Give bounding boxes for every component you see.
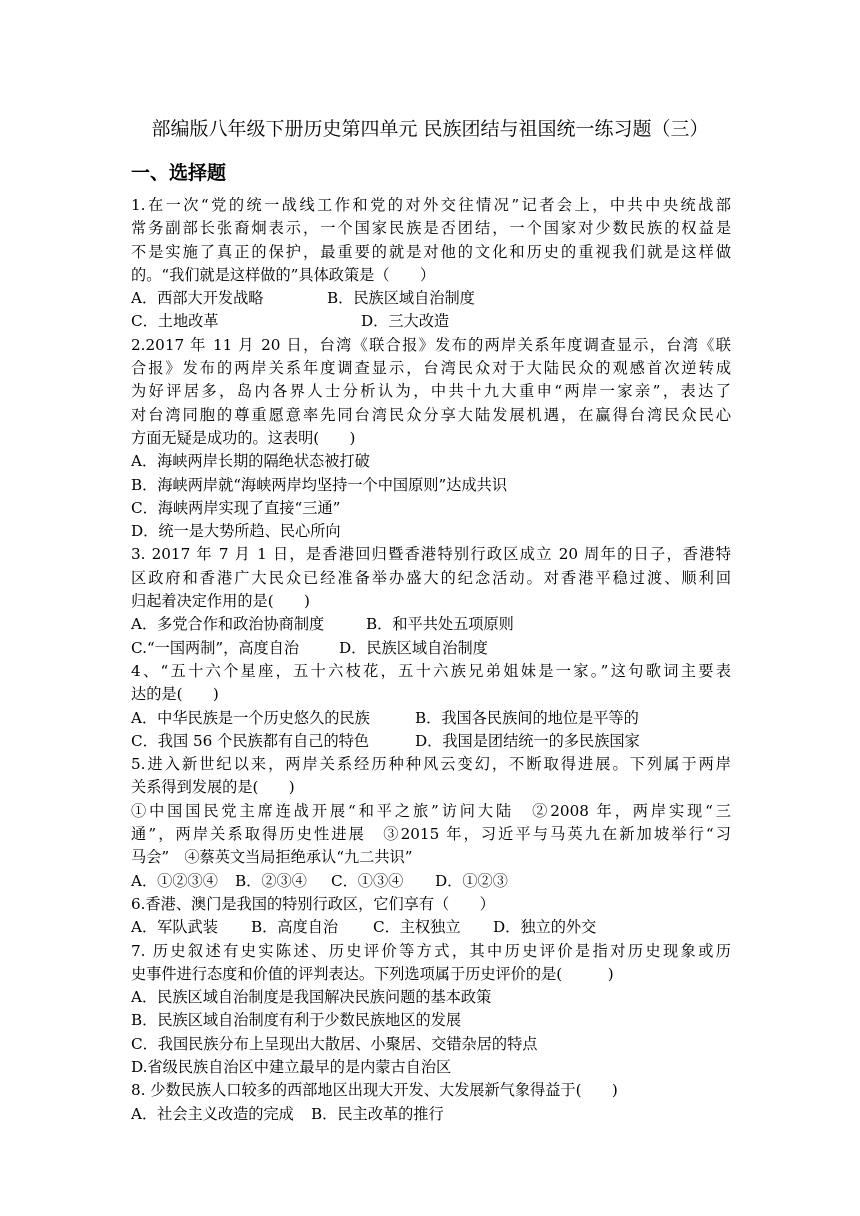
question-4 xyxy=(131,660,731,753)
question-text-line: 马会” ④蔡英文当局拒绝承认“九二共识” xyxy=(131,848,413,867)
option-d: D．①②③ xyxy=(435,871,508,890)
question-5 xyxy=(131,753,731,893)
question-text-line: ①中国国民党主席连战开展“和平之旅”访问大陆 ②2008 年，两岸实现“三 xyxy=(131,801,731,820)
option-d: D.省级民族自治区中建立最早的是内蒙古自治区 xyxy=(131,1057,452,1076)
options-row xyxy=(131,707,731,730)
question-text-line: 达的是( ) xyxy=(131,685,219,704)
question-text-line: 5.进入新世纪以来，两岸关系经历种种风云变幻，不断取得进展。下列属于两岸 xyxy=(131,755,731,774)
option-d: D．民族区域自治制度 xyxy=(339,638,488,657)
question-text-line: 6.香港、澳门是我国的特别行政区，它们享有（ ） xyxy=(131,894,495,913)
question-text-line: 4、“五十六个星座，五十六枝花，五十六族兄弟姐妹是一家。”这句歌词主要表 xyxy=(131,661,731,680)
question-text-line: 归起着决定作用的是( ) xyxy=(131,592,310,611)
question-3 xyxy=(131,543,731,659)
question-2 xyxy=(131,334,731,544)
options-row xyxy=(131,1103,731,1126)
options-row xyxy=(131,730,731,753)
option-d: D．我国是团结统一的多民族国家 xyxy=(415,731,640,750)
option-b: B．和平共处五项原则 xyxy=(366,615,514,634)
option-a: A．海峡两岸长期的隔绝状态被打破 xyxy=(131,452,370,471)
option-a: A．民族区域自治制度是我国解决民族问题的基本政策 xyxy=(131,988,492,1007)
question-text-line: 合报》发布的两岸关系年度调查显示，台湾民众对于大陆民众的观感首次逆转成 xyxy=(131,359,731,378)
question-text-line: 的。“我们就是这样做的”具体政策是（ ） xyxy=(131,265,436,284)
option-b: B．民族区域自治制度有利于少数民族地区的发展 xyxy=(131,1011,462,1030)
question-text-line: 通”，两岸关系取得历史性进展 ③2015 年，习近平与马英九在新加坡举行“习 xyxy=(131,825,731,844)
question-text-line: 2.2017 年 11 月 20 日，台湾《联合报》发布的两岸关系年度调查显示，台湾《联 xyxy=(131,335,731,354)
option-b: B．民族区域自治制度 xyxy=(327,289,475,308)
options-row xyxy=(131,637,731,660)
question-text-line: 区政府和香港广大民众已经准备举办盛大的纪念活动。对香港平稳过渡、顺利回 xyxy=(131,568,731,587)
options-row xyxy=(131,870,731,893)
options-row xyxy=(131,916,731,939)
option-d: D．三大改造 xyxy=(361,312,450,331)
option-a: A．西部大开发战略 xyxy=(131,289,264,308)
question-7 xyxy=(131,940,731,1080)
option-a: A．中华民族是一个历史悠久的民族 xyxy=(131,708,370,727)
option-c: C．①③④ xyxy=(331,871,404,890)
option-d: D．独立的外交 xyxy=(493,918,597,937)
question-list xyxy=(131,194,731,1126)
option-a: A．军队武装 xyxy=(131,918,218,937)
option-b: B．高度自治 xyxy=(251,918,339,937)
option-c: C．我国 56 个民族都有自己的特色 xyxy=(131,731,370,750)
options-row xyxy=(131,613,731,636)
option-b: B．②③④ xyxy=(235,871,307,890)
question-text-line: 对台湾同胞的尊重愿意率先同台湾民众分享大陆发展机遇，在赢得台湾民众民心 xyxy=(131,405,731,424)
option-b: B．我国各民族间的地位是平等的 xyxy=(415,708,639,727)
question-text-line: 为好评居多，岛内各界人士分析认为，中共十九大重申“两岸一家亲”，表达了 xyxy=(131,382,731,401)
question-text-line: 方面无疑是成功的。这表明( ) xyxy=(131,428,356,447)
option-a: A．社会主义改造的完成 xyxy=(131,1104,294,1123)
page-title: 部编版八年级下册历史第四单元 民族团结与祖国统一练习题（三） xyxy=(151,118,709,140)
question-text-line: 史事件进行态度和价值的评判表达。下列选项属于历史评价的是( ) xyxy=(131,964,614,983)
option-c: C.“一国两制”，高度自治 xyxy=(131,638,300,657)
question-text-line: 1.在一次“党的统一战线工作和党的对外交往情况”记者会上，中共中央统战部 xyxy=(131,196,731,214)
option-b: B．民主改革的推行 xyxy=(311,1104,444,1123)
options-row xyxy=(131,310,731,333)
question-text-line: 常务副部长张裔炯表示，一个国家民族是否团结，一个国家对少数民族的权益是 xyxy=(131,219,731,238)
section-heading: 一、选择题 xyxy=(131,162,227,184)
option-c: C．海峡两岸实现了直接“三通” xyxy=(131,498,341,517)
options-row xyxy=(131,287,731,310)
option-a: A．①②③④ xyxy=(131,871,218,890)
question-text-line: 8. 少数民族人口较多的西部地区出现大开发、大发展新气象得益于( ) xyxy=(131,1081,618,1100)
question-text-line: 不是实施了真正的保护，最重要的就是对他的文化和历史的重视我们就是这样做 xyxy=(131,242,731,261)
option-d: D．统一是大势所趋、民心所向 xyxy=(131,522,341,541)
option-c: C．土地改革 xyxy=(131,312,219,331)
question-text-line: 关系得到发展的是( ) xyxy=(131,778,295,797)
question-6 xyxy=(131,893,731,940)
option-a: A．多党合作和政治协商制度 xyxy=(131,615,325,634)
question-text-line: 3. 2017 年 7 月 1 日，是香港回归暨香港特别行政区成立 20 周年的日子，香港特 xyxy=(131,545,731,564)
option-c: C．我国民族分布上呈现出大散居、小聚居、交错杂居的特点 xyxy=(131,1034,538,1053)
option-c: C．主权独立 xyxy=(373,918,461,937)
question-8 xyxy=(131,1079,731,1126)
question-1 xyxy=(131,194,731,334)
question-text-line: 7. 历史叙述有史实陈述、历史评价等方式，其中历史评价是指对历史现象或历 xyxy=(131,941,731,960)
option-b: B．海峡两岸就“海峡两岸均坚持一个中国原则”达成共识 xyxy=(131,475,508,494)
